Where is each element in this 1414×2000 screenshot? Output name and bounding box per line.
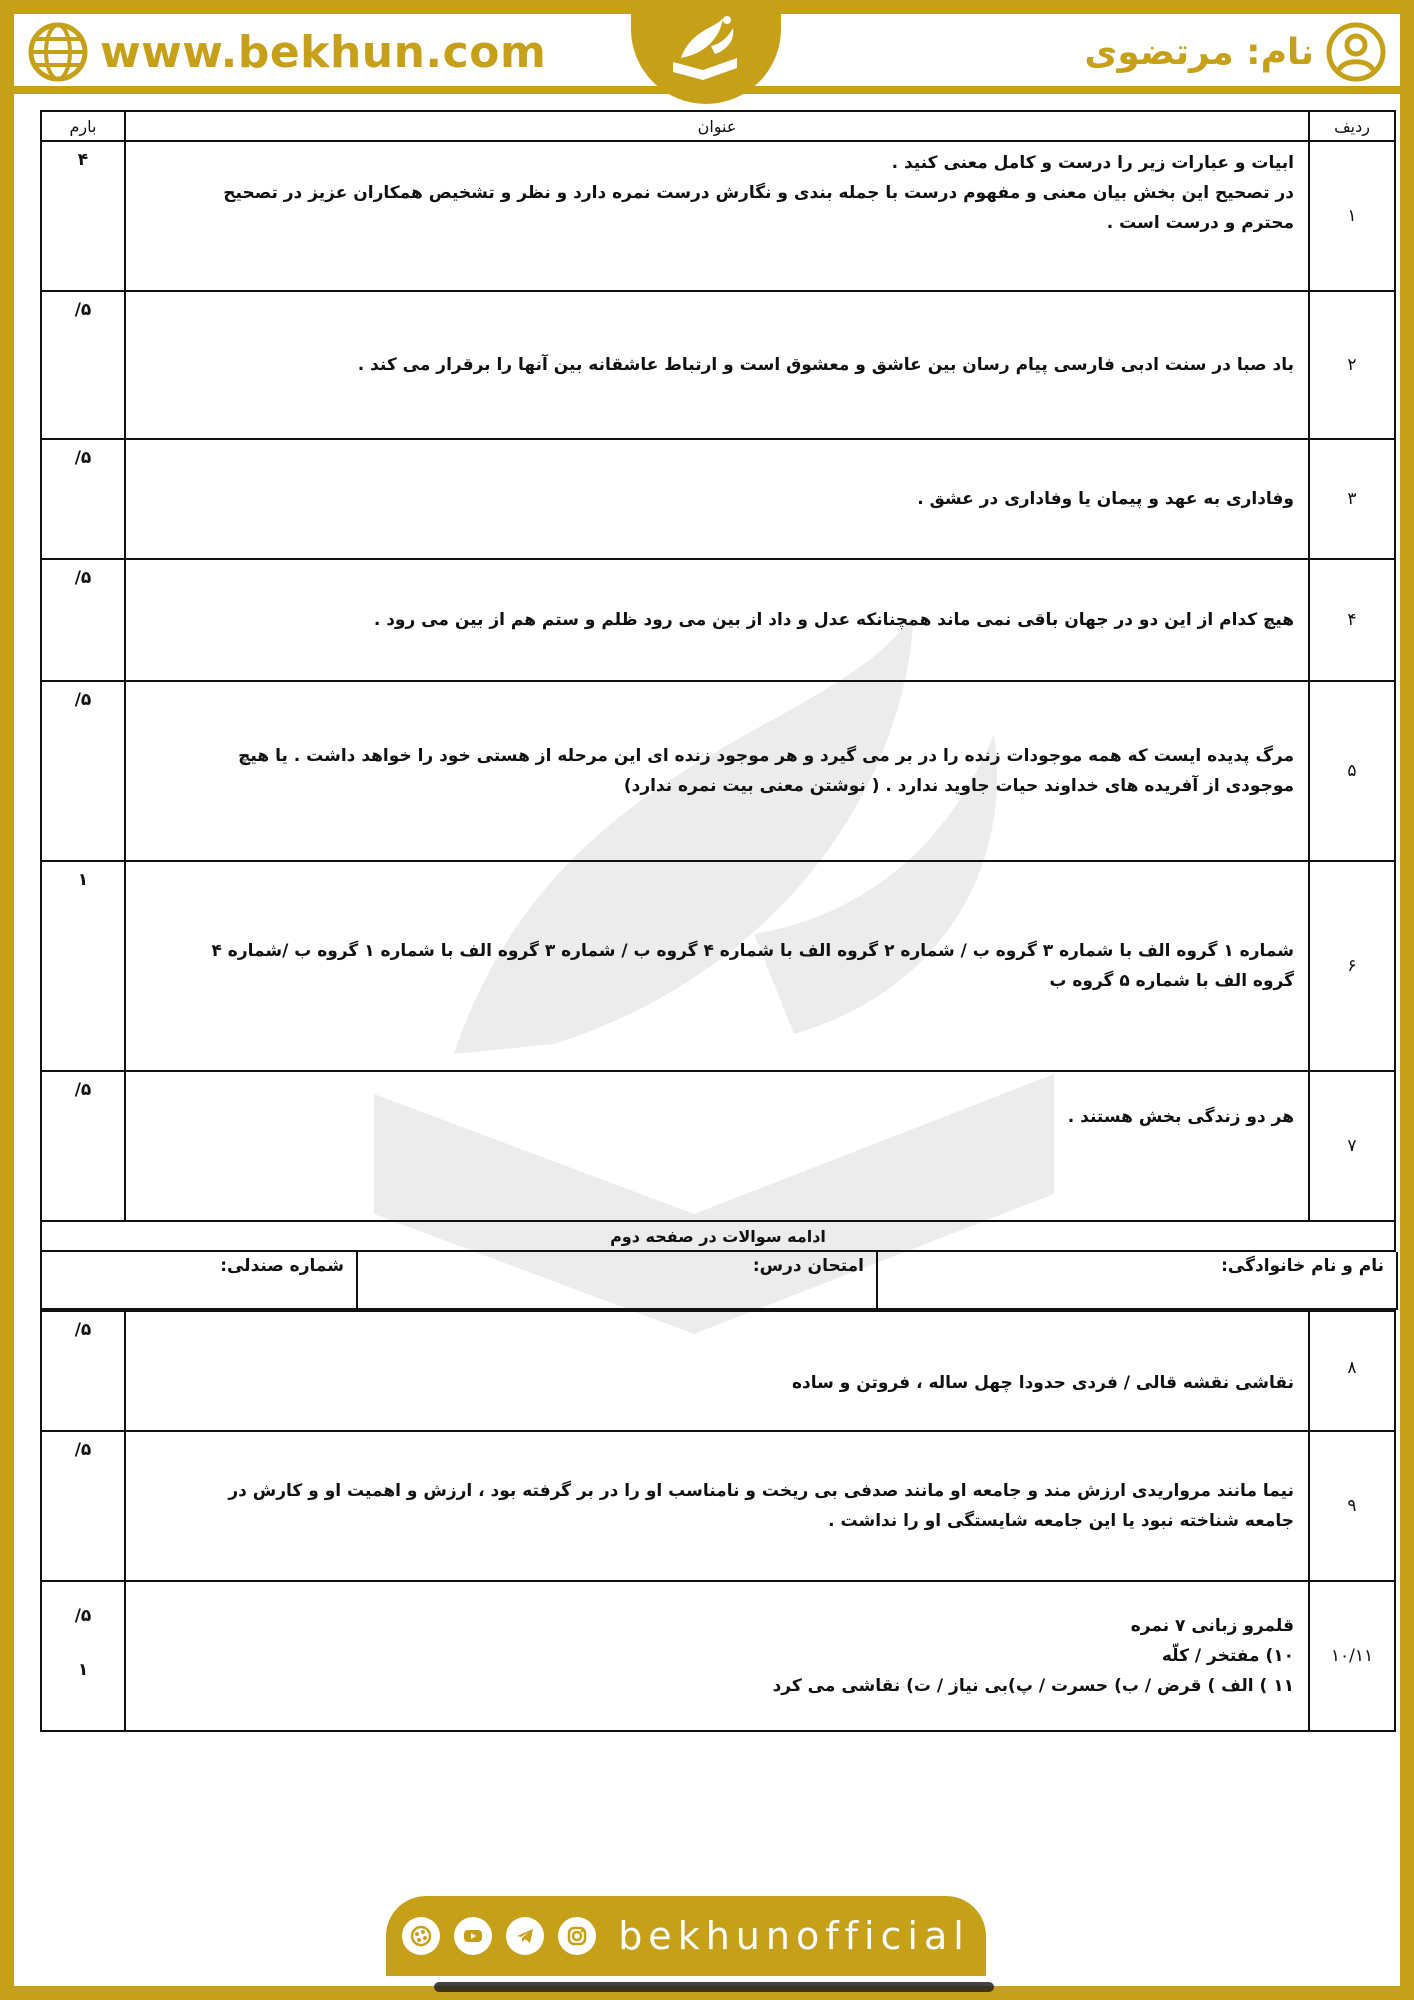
row-number: ۷: [1309, 1071, 1395, 1221]
answer-line: باد صبا در سنت ادبی فارسی پیام رسان بین عاشق و معشوق است و ارتباط عاشقانه بین آنها را برقرار می کند .: [357, 355, 1294, 375]
telegram-icon[interactable]: [506, 1917, 544, 1955]
table-row: [41, 559, 1395, 681]
score-stack: [42, 1582, 124, 1680]
row-score: ۵/: [41, 1431, 125, 1581]
site-link[interactable]: [28, 22, 546, 82]
row-score: ۵/: [41, 291, 125, 439]
page: [14, 14, 1400, 1986]
table-row: [41, 681, 1395, 861]
aparat-icon[interactable]: [402, 1917, 440, 1955]
instagram-icon[interactable]: [558, 1917, 596, 1955]
table-row: [41, 439, 1395, 559]
row-score-cell: [41, 1581, 125, 1731]
row-number: ۸: [1309, 1311, 1395, 1431]
header-num: ردیف: [1309, 111, 1395, 141]
table-row: [41, 1071, 1395, 1221]
row-score: ۱: [41, 861, 125, 1071]
answer-line: وفاداری به عهد و پیمان یا وفاداری در عشق .: [917, 489, 1294, 509]
youtube-icon[interactable]: [454, 1917, 492, 1955]
header: [14, 14, 1400, 94]
answer-line: شماره ۱ گروه الف با شماره ۳ گروه ب / شماره ۲ گروه الف با شماره ۴ گروه ب / شماره ۳ گروه الف با شماره ۱ گروه ب /شماره ۴: [211, 941, 1294, 961]
answer-line: محترم و درست است .: [1106, 213, 1294, 233]
answer-table-page2: [40, 1310, 1396, 1732]
social-footer: [386, 1896, 986, 1976]
answer-table: [40, 110, 1396, 1252]
row-answer: [125, 681, 1309, 861]
header-score: بارم: [41, 111, 125, 141]
row-answer: [125, 1311, 1309, 1431]
author-name: نام: مرتضوی: [1084, 31, 1314, 73]
continuation-note: ادامه سوالات در صفحه دوم: [41, 1221, 1395, 1251]
row-score: ۵/: [74, 1606, 92, 1626]
answer-line: در تصحیح این بخش بیان معنی و مفهوم درست با جمله بندی و نگارش درست نمره دارد و نظر و تشخیص همکاران عزیز در تصحیح: [223, 183, 1294, 203]
row-number: ۴: [1309, 559, 1395, 681]
row-score: ۵/: [41, 1311, 125, 1431]
row-answer: [125, 1431, 1309, 1581]
seat-number-field[interactable]: شماره صندلی:: [41, 1252, 357, 1309]
footer-shadow: [434, 1982, 994, 1992]
table-row: [41, 141, 1395, 291]
answer-line: موجودی از آفریده های خداوند حیات جاوید ندارد . ( نوشتن معنی بیت نمره ندارد): [623, 776, 1294, 796]
exam-subject-field[interactable]: امتحان درس:: [357, 1252, 877, 1309]
table-row: [41, 1581, 1395, 1731]
row-number: ۹: [1309, 1431, 1395, 1581]
row-number: ۱: [1309, 141, 1395, 291]
user-icon: [1326, 22, 1386, 82]
answer-line: جامعه شناخته نبود یا این جامعه شایستگی او را نداشت .: [828, 1511, 1294, 1531]
row-score: ۵/: [41, 439, 125, 559]
answer-line: گروه الف با شماره ۵ گروه ب: [1049, 971, 1294, 991]
header-title: عنوان: [125, 111, 1309, 141]
row-score: ۱: [77, 1660, 89, 1680]
answer-line: هیچ کدام از این دو در جهان باقی نمی ماند همچنانکه عدل و داد از بین می رود ظلم و ستم هم از بین می رود .: [373, 610, 1294, 630]
row-answer: [125, 1071, 1309, 1221]
site-url: www.bekhun.com: [100, 26, 547, 78]
table-row: [41, 1311, 1395, 1431]
answer-line: قلمرو زبانی ۷ نمره: [1130, 1616, 1294, 1636]
info-table: [40, 1252, 1398, 1310]
bekhun-logo-icon: [661, 10, 751, 94]
answer-line: ۱۱ ) الف ) قرض / ب) حسرت / پ)بی نیاز / ت) نقاشی می کرد: [772, 1676, 1294, 1696]
table-header-row: [41, 111, 1395, 141]
row-answer: [125, 559, 1309, 681]
answer-line: نقاشی نقشه قالی / فردی حدودا چهل ساله ، فروتن و ساده: [791, 1373, 1294, 1393]
row-score: ۵/: [41, 1071, 125, 1221]
row-answer: [125, 141, 1309, 291]
answer-line: ۱۰) مفتخر / کلّه: [1161, 1646, 1294, 1666]
info-row: [41, 1252, 1397, 1309]
answer-line: مرگ پدیده ایست که همه موجودات زنده را در بر می گیرد و هر موجود زنده ای این مرحله از هستی خود را خواهد داشت . یا هیچ: [238, 746, 1294, 766]
table-row: [41, 1431, 1395, 1581]
row-number: ۲: [1309, 291, 1395, 439]
row-answer: [125, 861, 1309, 1071]
row-number: ۶: [1309, 861, 1395, 1071]
author: [1084, 22, 1386, 82]
row-answer: [125, 1581, 1309, 1731]
globe-icon: [28, 22, 88, 82]
answer-line: هر دو زندگی بخش هستند .: [1067, 1107, 1294, 1127]
row-score: ۵/: [41, 681, 125, 861]
row-answer: [125, 291, 1309, 439]
answer-line: ابیات و عبارات زیر را درست و کامل معنی کنید .: [891, 153, 1294, 173]
row-number: ۱۰/۱۱: [1309, 1581, 1395, 1731]
row-number: ۵: [1309, 681, 1395, 861]
table-row: [41, 291, 1395, 439]
row-score: ۴: [41, 141, 125, 291]
row-answer: [125, 439, 1309, 559]
table-row: [41, 861, 1395, 1071]
row-number: ۳: [1309, 439, 1395, 559]
continuation-row: [41, 1221, 1395, 1251]
answer-line: نیما مانند مرواریدی ارزش مند و جامعه او مانند صدفی بی ریخت و نامناسب او را در بر گرفته بود ، ارزش و اهمیت او و کارش در: [228, 1481, 1294, 1501]
student-name-field[interactable]: نام و نام خانوادگی:: [877, 1252, 1397, 1309]
social-handle[interactable]: bekhunofficial: [618, 1914, 970, 1958]
answer-sheet: [40, 110, 1396, 1732]
row-score: ۵/: [41, 559, 125, 681]
